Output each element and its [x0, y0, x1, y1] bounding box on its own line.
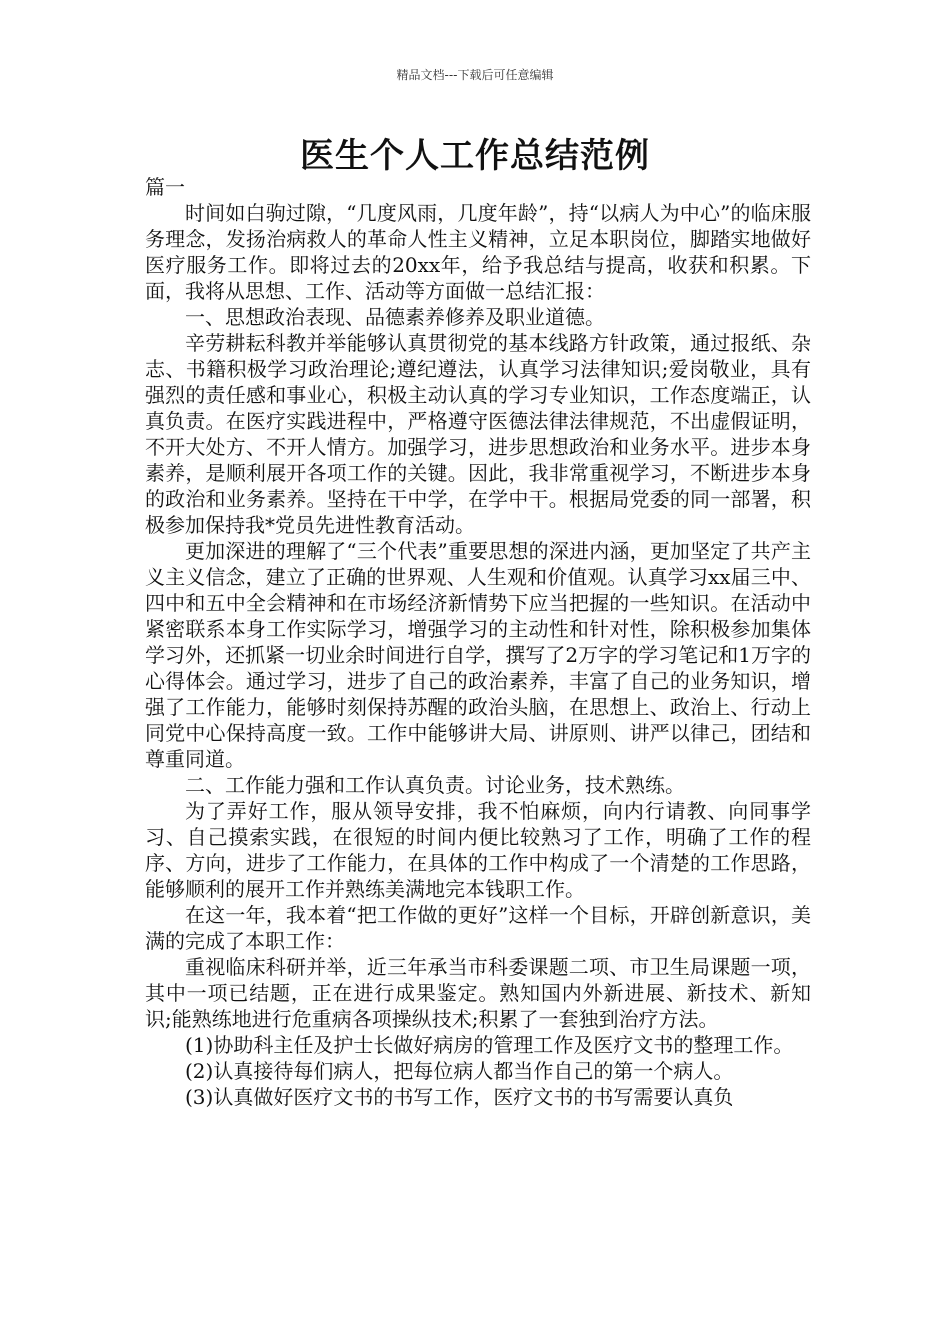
document-title: 医生个人工作总结范例: [300, 136, 650, 176]
page-header-note: 精品文档---下载后可任意编辑: [396, 68, 554, 82]
list-item-2: (2)认真接待每们病人，把每位病人都当作自己的第一个病人。: [185, 1059, 734, 1083]
paragraph-intro: 时间如白驹过隙，“几度风雨，几度年龄”，持“以病人为中心”的临床服务理念，发扬治病救人的革命人性主义精神，立足本职岗位，脚踏实地做好医疗服务工作。即将过去的20xx年，给予我总结与提高，收获和积累。下面，我将从思想、工作、活动等方面做一总结汇报：: [145, 201, 811, 303]
paragraph-three-represents: 更加深进的理解了“三个代表”重要思想的深进内涵，更加坚定了共产主义主义信念，建立了正确的世界观、人生观和价值观。认真学习xx届三中、四中和五中全会精神和在市场经济新情势下应当把握的一些知识。在活动中紧密联系本身工作实际学习，增强学习的主动性和针对性，除积极参加集体学习外，还抓紧一切业余时间进行自学，撰写了2万字的学习笔记和1万字的心得体会。通过学习，进步了自己的政治素养，丰富了自己的业务知识，增强了工作能力，能够时刻保持苏醒的政治头脑，在思想上、政治上、行动上同党中心保持高度一致。工作中能够讲大局、讲原则、讲严以律己，团结和尊重同道。: [145, 539, 811, 771]
paragraph-research: 重视临床科研并举，近三年承当市科委课题二项、市卫生局课题一项，其中一项已结题，正在进行成果鉴定。熟知国内外新进展、新技术、新知识;能熟练地进行危重病各项操纵技术;积累了一套独到治疗方法。: [145, 955, 811, 1031]
heading-work-ability: 二、工作能力强和工作认真负责。讨论业务，技术熟练。: [185, 773, 685, 797]
list-item-3: (3)认真做好医疗文书的书写工作，医疗文书的书写需要认真负: [185, 1085, 734, 1109]
paragraph-work-approach: 为了弄好工作，服从领导安排，我不怕麻烦，向内行请教、向同事学习、自己摸索实践，在很短的时间内便比较熟习了工作，明确了工作的程序、方向，进步了工作能力，在具体的工作中构成了一个清楚的工作思路，能够顺利的展开工作并熟练美满地完本钱职工作。: [145, 799, 811, 901]
list-item-1: (1)协助科主任及护士长做好病房的管理工作及医疗文书的整理工作。: [185, 1033, 794, 1057]
heading-political-ethics: 一、思想政治表现、品德素养修养及职业道德。: [185, 305, 605, 329]
section-label: 篇一: [145, 175, 185, 199]
document-body: [145, 174, 811, 1110]
paragraph-study-politics: 辛劳耕耘科教并举能够认真贯彻党的基本线路方针政策，通过报纸、杂志、书籍积极学习政治理论;遵纪遵法，认真学习法律知识;爱岗敬业，具有强烈的责任感和事业心，积极主动认真的学习专业知识，工作态度端正，认真负责。在医疗实践进程中，严格遵守医德法律法律规范，不出虚假证明，不开大处方、不开人情方。加强学习，进步思想政治和业务水平。进步本身素养，是顺利展开各项工作的关键。因此，我非常重视学习，不断进步本身的政治和业务素养。坚持在干中学，在学中干。根据局党委的同一部署，积极参加保持我*党员先进性教育活动。: [145, 331, 811, 537]
paragraph-year-goal: 在这一年，我本着“把工作做的更好”这样一个目标，开辟创新意识，美满的完成了本职工作：: [145, 903, 811, 953]
